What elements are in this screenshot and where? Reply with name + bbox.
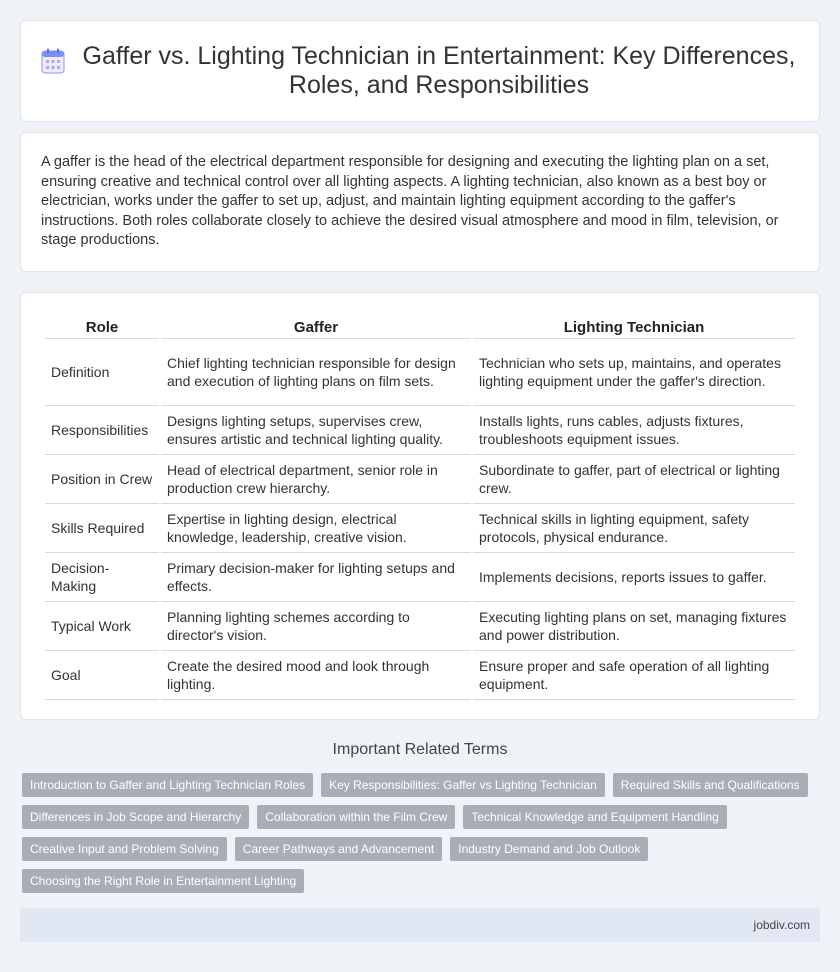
row-label: Definition [45, 339, 159, 406]
technician-cell: Executing lighting plans on set, managing fixtures and power distribution. [473, 602, 795, 651]
table-row [45, 504, 795, 553]
table-header-row [45, 309, 795, 339]
technician-cell: Subordinate to gaffer, part of electrical or lighting crew. [473, 455, 795, 504]
related-term-link[interactable]: Differences in Job Scope and Hierarchy [22, 805, 249, 829]
intro-text: A gaffer is the head of the electrical department responsible for designing and executing the lighting plan on a set, ensuring creative and technical control over all lighting aspects. A lighting technician, also known as a best boy or electrician, works under the gaffer to set up, adjust, and maintain lighting equipment according to the gaffer's instructions. Both roles collaborate closely to achieve the desired visual atmosphere and mood in film, television, or stage productions. [41, 154, 779, 248]
intro-card [20, 132, 820, 272]
table-row [45, 651, 795, 700]
gaffer-cell: Primary decision-maker for lighting setups and effects. [161, 553, 471, 602]
table-row [45, 406, 795, 455]
related-term-link[interactable]: Required Skills and Qualifications [613, 773, 808, 797]
row-label: Goal [45, 651, 159, 700]
technician-cell: Ensure proper and safe operation of all lighting equipment. [473, 651, 795, 700]
header-card [20, 20, 820, 122]
gaffer-cell: Expertise in lighting design, electrical knowledge, leadership, creative vision. [161, 504, 471, 553]
comparison-table [43, 309, 797, 700]
technician-cell: Technical skills in lighting equipment, safety protocols, physical endurance. [473, 504, 795, 553]
related-terms-list [22, 773, 822, 901]
comparison-table-card [20, 292, 820, 720]
gaffer-cell: Chief lighting technician responsible for design and execution of lighting plans on film sets. [161, 339, 471, 406]
related-term-link[interactable]: Industry Demand and Job Outlook [450, 837, 648, 861]
gaffer-cell: Create the desired mood and look through lighting. [161, 651, 471, 700]
row-label: Typical Work [45, 602, 159, 651]
technician-cell: Implements decisions, reports issues to gaffer. [473, 553, 795, 602]
row-label: Responsibilities [45, 406, 159, 455]
row-label: Skills Required [45, 504, 159, 553]
row-label: Position in Crew [45, 455, 159, 504]
footer-site-link[interactable]: jobdiv.com [753, 918, 810, 932]
related-term-link[interactable]: Key Responsibilities: Gaffer vs Lighting Technician [321, 773, 605, 797]
related-term-link[interactable]: Choosing the Right Role in Entertainment Lighting [22, 869, 304, 893]
column-header-gaffer: Gaffer [161, 309, 471, 339]
related-term-link[interactable]: Introduction to Gaffer and Lighting Technician Roles [22, 773, 313, 797]
technician-cell: Installs lights, runs cables, adjusts fixtures, troubleshoots equipment issues. [473, 406, 795, 455]
table-row [45, 553, 795, 602]
technician-cell: Technician who sets up, maintains, and operates lighting equipment under the gaffer's direction. [473, 339, 795, 406]
gaffer-cell: Designs lighting setups, supervises crew, ensures artistic and technical lighting quality. [161, 406, 471, 455]
column-header-role: Role [45, 309, 159, 339]
footer [20, 908, 820, 942]
table-row [45, 455, 795, 504]
column-header-lighting-technician: Lighting Technician [473, 309, 795, 339]
gaffer-cell: Head of electrical department, senior role in production crew hierarchy. [161, 455, 471, 504]
related-term-link[interactable]: Collaboration within the Film Crew [257, 805, 455, 829]
related-terms-title: Important Related Terms [332, 741, 508, 758]
table-row [45, 339, 795, 406]
related-term-link[interactable]: Technical Knowledge and Equipment Handling [463, 805, 727, 829]
related-term-link[interactable]: Career Pathways and Advancement [235, 837, 442, 861]
calendar-icon [41, 48, 65, 74]
header [21, 42, 819, 100]
page-title: Gaffer vs. Lighting Technician in Entertainment: Key Differences, Roles, and Responsibilities [82, 42, 796, 99]
gaffer-cell: Planning lighting schemes according to director's vision. [161, 602, 471, 651]
related-term-link[interactable]: Creative Input and Problem Solving [22, 837, 227, 861]
row-label: Decision-Making [45, 553, 159, 602]
table-row [45, 602, 795, 651]
